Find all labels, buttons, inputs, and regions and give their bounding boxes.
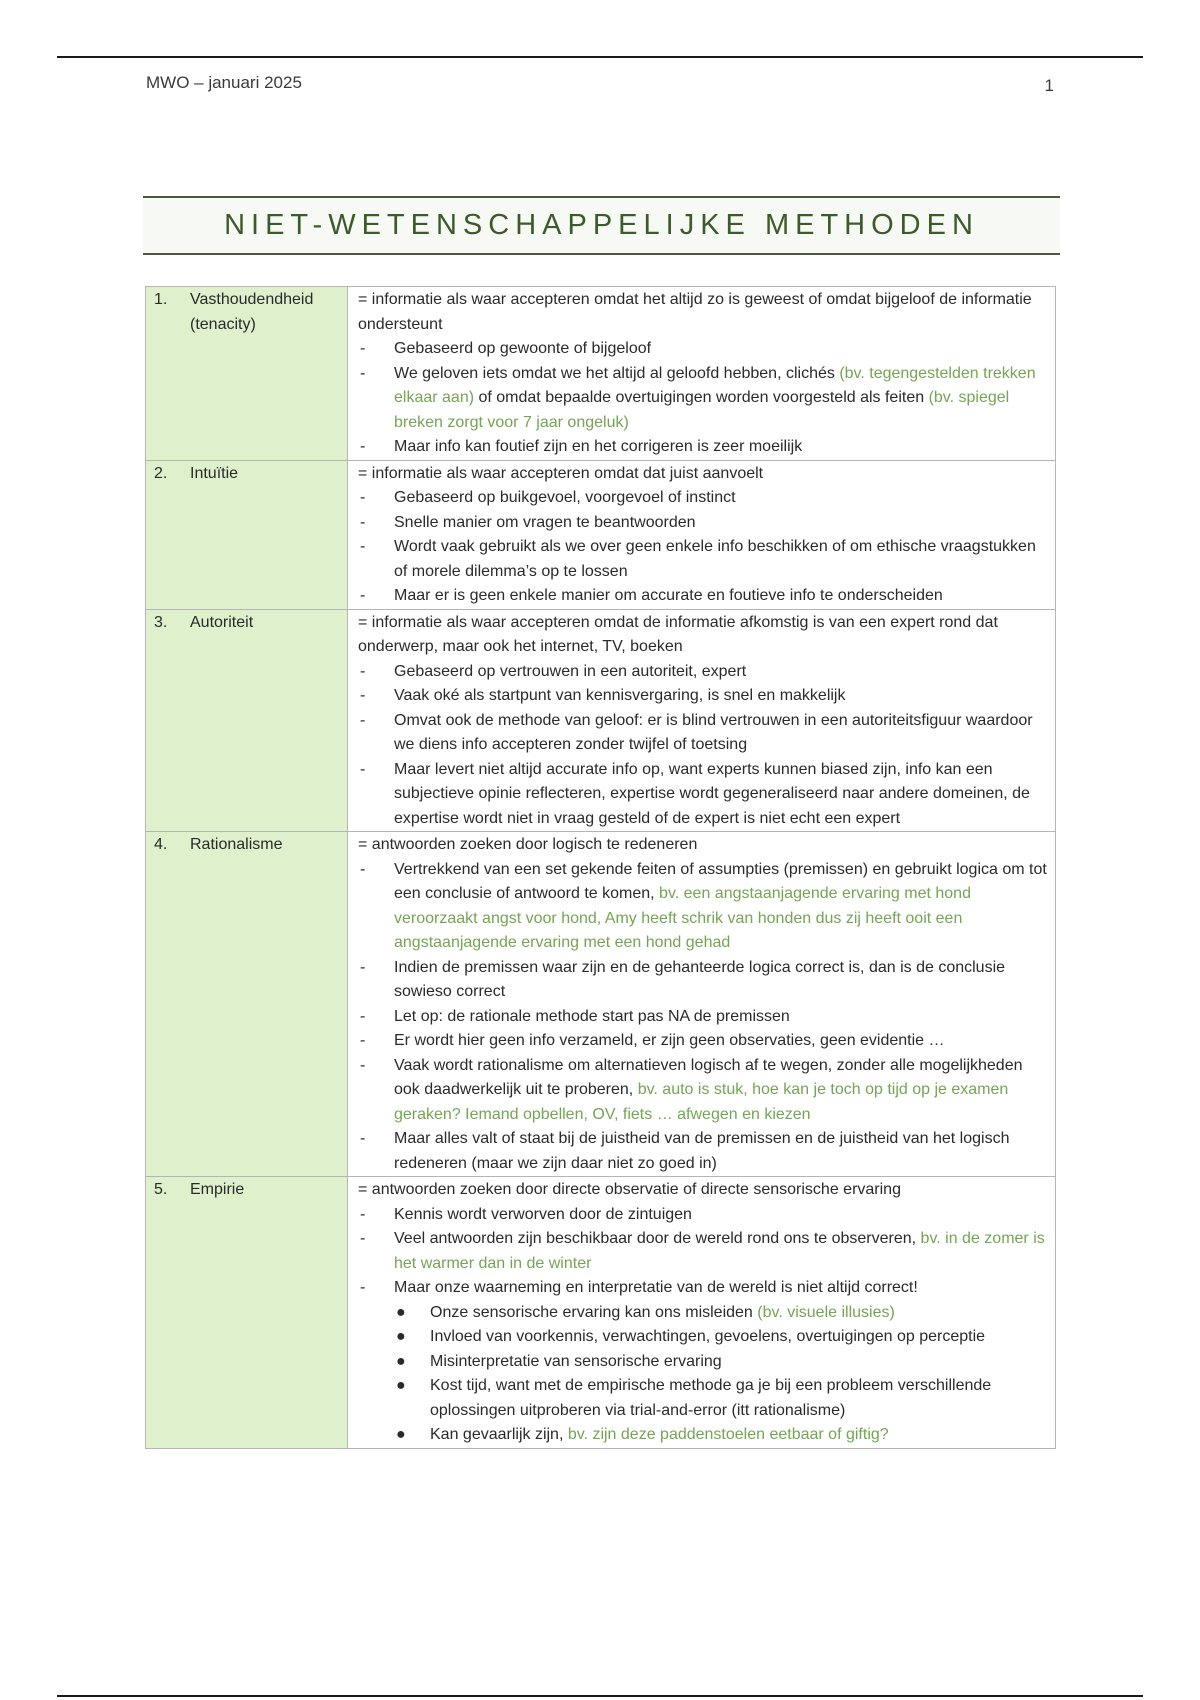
method-label-cell (146, 1177, 348, 1449)
list-item: - Gebaseerd op buikgevoel, voorgevoel of instinct (360, 489, 736, 506)
footer-rule (57, 1695, 1143, 1697)
method-label-cell (146, 832, 348, 1177)
bullet-icon: ● (396, 1303, 406, 1321)
example-text: bv. een angstaanjagende ervaring met hond veroorzaakt angst voor hond, Amy heeft schrik van honden dus zij heeft ooit een angstaanjagende ervaring met een hond gehad (394, 885, 971, 951)
method-name: Empirie (190, 1181, 245, 1198)
table-row (146, 460, 1056, 609)
list-item: - Er wordt hier geen info verzameld, er zijn geen observaties, geen evidentie … (360, 1032, 945, 1049)
table-row (146, 1177, 1056, 1449)
list-item: - Maar levert niet altijd accurate info op, want experts kunnen biased zijn, info kan een subjectieve opinie reflecteren, expertise wordt gegeneraliseerd naar andere domeinen, de expertise wordt niet in vraag gesteld of de expert is niet echt een expert (360, 760, 1030, 827)
list-item: - Vaak oké als startpunt van kennisvergaring, is snel en makkelijk (360, 687, 846, 704)
list-item: - Veel antwoorden zijn beschikbaar door de wereld rond ons te observeren, bv. in de zomer is het warmer dan in de winter (360, 1230, 1045, 1272)
list-item: - Maar er is geen enkele manier om accurate en foutieve info te onderscheiden (360, 587, 943, 604)
method-number: 5. (154, 1181, 168, 1198)
method-definition: = informatie als waar accepteren omdat dat juist aanvoelt (358, 464, 764, 482)
bullet-icon: ● (396, 1328, 406, 1345)
bullet-icon: ● (396, 1377, 406, 1394)
example-text: bv. auto is stuk, hoe kan je toch op tijd op je examen geraken? Iemand opbellen, OV, fiets … afwegen en kiezen (394, 1081, 1009, 1123)
list-item: ● Kost tijd, want met de empirische methode ga je bij een probleem verschillende oplossingen uitproberen via trial-and-error (itt rationalisme) (358, 1374, 1049, 1423)
method-definition: = antwoorden zoeken door directe observatie of directe sensorische ervaring (358, 1181, 901, 1198)
list-item: - Omvat ook de methode van geloof: er is blind vertrouwen in een autoriteitsfiguur waardoor we diens info accepteren zonder twijfel of toetsing (360, 711, 1033, 753)
running-header: MWO – januari 2025 (146, 73, 302, 92)
list-item: - Wordt vaak gebruikt als we over geen enkele info beschikken of om ethische vraagstukken of morele dilemma’s op te lossen (360, 538, 1036, 580)
method-name: Intuïtie (190, 464, 239, 482)
list-item: - Maar alles valt of staat bij de juistheid van de premissen en de juistheid van het logisch redeneren (maar we zijn daar niet zo goed in) (360, 1130, 1010, 1172)
method-definition: = antwoorden zoeken door logisch te redeneren (358, 836, 698, 853)
method-description-cell (348, 832, 1056, 1177)
method-name: Autoriteit (190, 613, 254, 631)
methods-table (145, 286, 1056, 1449)
example-text: (bv. visuele illusies) (757, 1303, 895, 1321)
list-item: - Indien de premissen waar zijn en de gehanteerde logica correct is, dan is de conclusie sowieso correct (360, 958, 1006, 1000)
list-item: - Let op: de rationale methode start pas NA de premissen (360, 1007, 790, 1025)
example-text: (bv. spiegel breken zorgt voor 7 jaar ongeluk) (394, 389, 1010, 431)
method-description-cell (348, 1177, 1056, 1449)
method-name: Rationalisme (190, 836, 283, 853)
list-item: - Vaak wordt rationalisme om alternatieven logisch af te wegen, zonder alle mogelijkheden ook daadwerkelijk uit te proberen, bv. auto is stuk, hoe kan je toch op tijd op je examen geraken? Iemand opbellen, OV, fiets … afwegen en kiezen (360, 1056, 1023, 1123)
header-rule (57, 56, 1143, 58)
list-item: - Kennis wordt verworven door de zintuigen (360, 1205, 692, 1223)
bullet-icon: ● (396, 1352, 406, 1370)
table-row (146, 287, 1056, 461)
list-item: - Snelle manier om vragen te beantwoorden (360, 513, 696, 531)
list-item: ● Kan gevaarlijk zijn, bv. zijn deze paddenstoelen eetbaar of giftig? (358, 1423, 1049, 1448)
example-text: bv. zijn deze paddenstoelen eetbaar of giftig? (567, 1426, 889, 1443)
method-name: Vasthoudendheid (tenacity) (190, 291, 314, 333)
page-number: 1 (1044, 76, 1054, 95)
list-item: - Vertrekkend van een set gekende feiten of assumpties (premissen) en gebruikt logica om tot een conclusie of antwoord te komen, bv. een angstaanjagende ervaring met hond veroorzaakt angst voor hond, Amy heeft schrik van honden dus zij heeft ooit een angstaanjagende ervaring met een hond gehad (360, 860, 1047, 951)
method-label-cell (146, 609, 348, 832)
method-description-cell (348, 609, 1056, 832)
method-number: 2. (154, 464, 168, 482)
list-item: - Gebaseerd op gewoonte of bijgeloof (360, 340, 652, 357)
list-item: ● Invloed van voorkennis, verwachtingen, gevoelens, overtuigingen op perceptie (358, 1325, 1049, 1350)
method-number: 1. (154, 291, 168, 308)
method-description-cell (348, 287, 1056, 461)
method-description-cell (348, 460, 1056, 609)
method-number: 3. (154, 613, 168, 631)
table-row (146, 832, 1056, 1177)
method-label-cell (146, 287, 348, 461)
bullet-icon: ● (396, 1426, 406, 1443)
list-item: - Gebaseerd op vertrouwen in een autoriteit, expert (360, 662, 747, 680)
example-text: bv. in de zomer is het warmer dan in de winter (394, 1230, 1045, 1272)
method-number: 4. (154, 836, 168, 853)
method-definition: = informatie als waar accepteren omdat het altijd zo is geweest of omdat bijgeloof de informatie ondersteunt (358, 291, 1032, 333)
example-text: (bv. tegengestelden trekken elkaar aan) (394, 364, 1036, 406)
table-row (146, 609, 1056, 832)
list-item: ● Onze sensorische ervaring kan ons misleiden (bv. visuele illusies) (358, 1301, 1049, 1326)
list-item: - Maar info kan foutief zijn en het corrigeren is zeer moeilijk (360, 438, 803, 455)
list-item: - We geloven iets omdat we het altijd al geloofd hebben, clichés (bv. tegengestelden trekken elkaar aan) of omdat bepaalde overtuigingen worden voorgesteld als feiten (bv. spiegel breken zorgt voor 7 jaar ongeluk) (360, 364, 1036, 431)
method-definition: = informatie als waar accepteren omdat de informatie afkomstig is van een expert rond dat onderwerp, maar ook het internet, TV, boeken (358, 613, 998, 655)
list-item: - Maar onze waarneming en interpretatie van de wereld is niet altijd correct! (360, 1279, 918, 1296)
page-title: NIET-WETENSCHAPPELIJKE METHODEN (224, 209, 979, 241)
method-label-cell (146, 460, 348, 609)
title-banner (143, 196, 1060, 255)
list-item: ● Misinterpretatie van sensorische ervaring (358, 1350, 1049, 1375)
